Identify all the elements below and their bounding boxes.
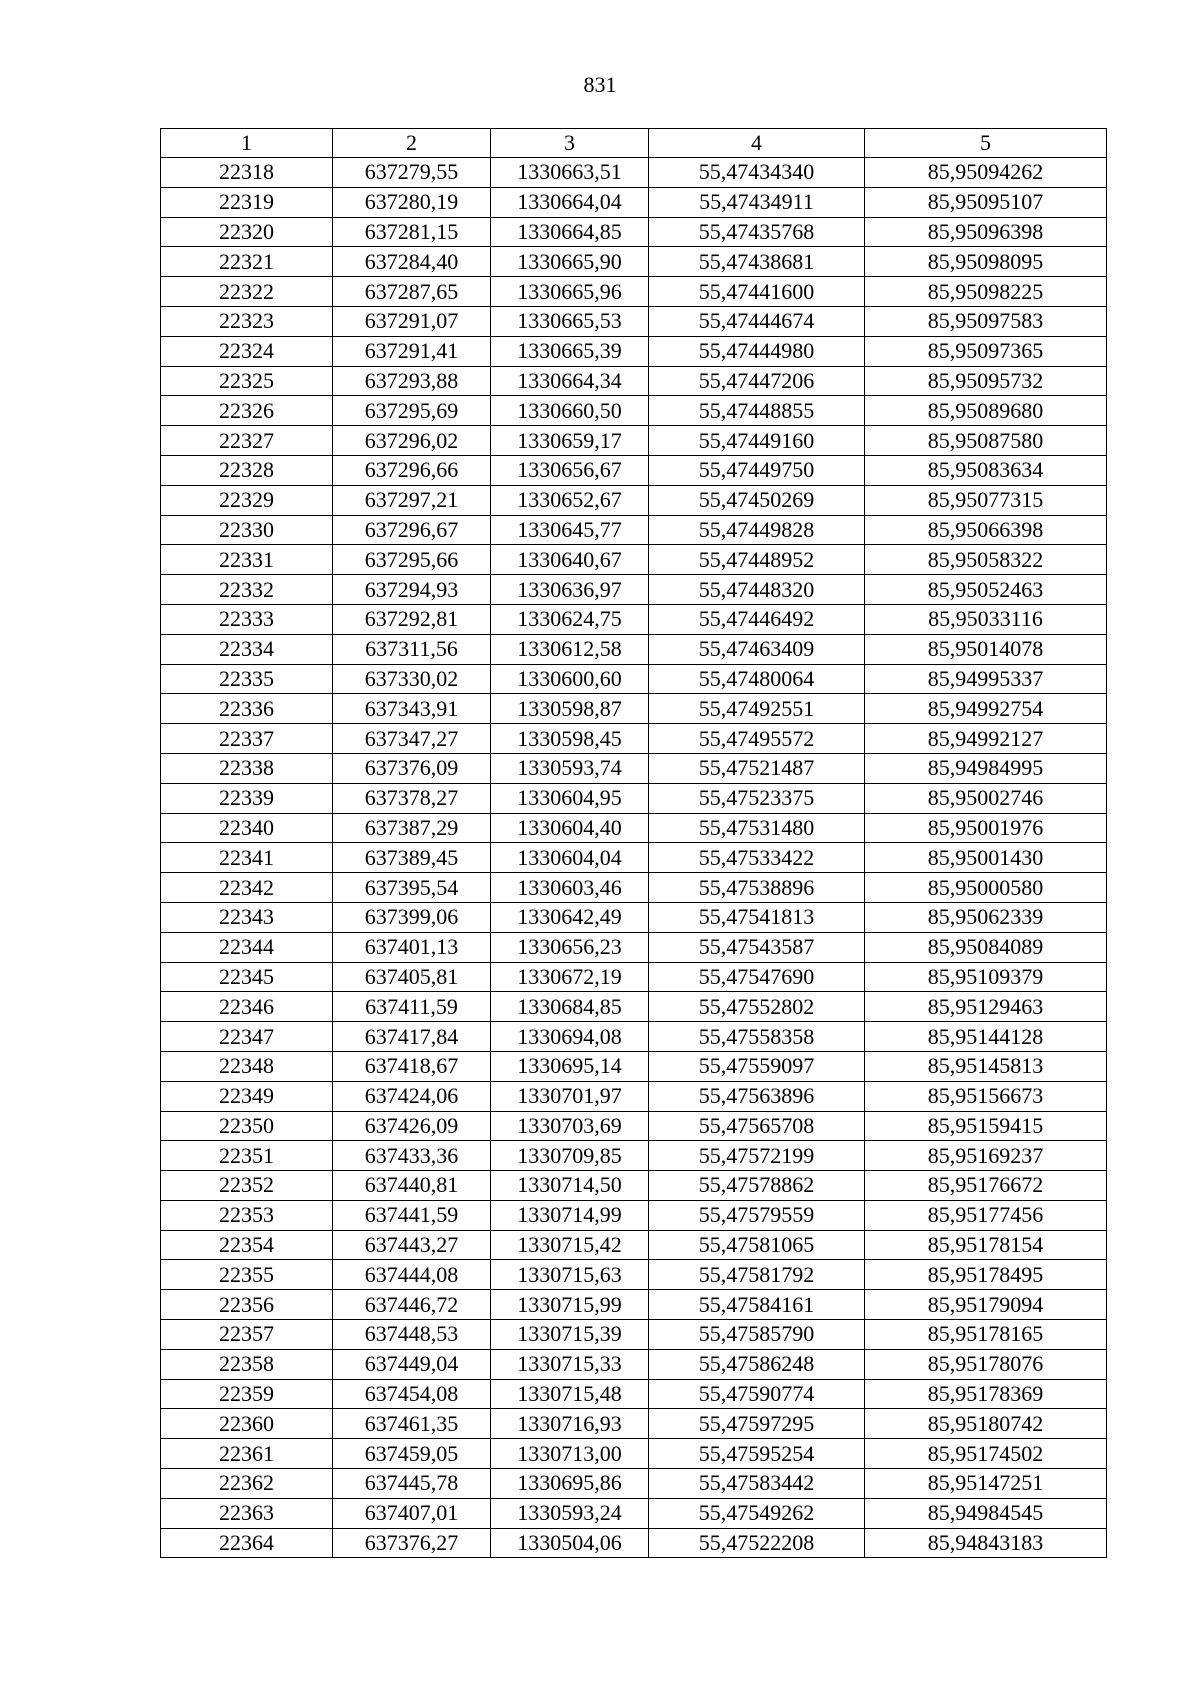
point-number-cell: 22364: [161, 1528, 333, 1558]
longitude-cell: 85,94843183: [865, 1528, 1107, 1558]
latitude-cell: 55,47547690: [649, 962, 865, 992]
longitude-cell: 85,95001430: [865, 843, 1107, 873]
x-coordinate-cell: 637291,07: [333, 306, 491, 336]
y-coordinate-cell: 1330715,48: [491, 1379, 649, 1409]
y-coordinate-cell: 1330665,39: [491, 336, 649, 366]
y-coordinate-cell: 1330645,77: [491, 515, 649, 545]
point-number-cell: 22331: [161, 545, 333, 575]
column-header-2: 2: [333, 129, 491, 158]
longitude-cell: 85,95177456: [865, 1200, 1107, 1230]
table-row: [161, 1349, 1107, 1379]
table-row: [161, 664, 1107, 694]
table-row: [161, 1081, 1107, 1111]
x-coordinate-cell: 637401,13: [333, 932, 491, 962]
longitude-cell: 85,95087580: [865, 426, 1107, 456]
latitude-cell: 55,47434911: [649, 187, 865, 217]
longitude-cell: 85,95176672: [865, 1171, 1107, 1201]
x-coordinate-cell: 637389,45: [333, 843, 491, 873]
latitude-cell: 55,47441600: [649, 277, 865, 307]
point-number-cell: 22352: [161, 1171, 333, 1201]
table-row: [161, 634, 1107, 664]
table-row: [161, 1051, 1107, 1081]
latitude-cell: 55,47595254: [649, 1439, 865, 1469]
table-row: [161, 753, 1107, 783]
table-row: [161, 1260, 1107, 1290]
x-coordinate-cell: 637461,35: [333, 1409, 491, 1439]
point-number-cell: 22324: [161, 336, 333, 366]
y-coordinate-cell: 1330714,50: [491, 1171, 649, 1201]
y-coordinate-cell: 1330636,97: [491, 575, 649, 605]
y-coordinate-cell: 1330664,04: [491, 187, 649, 217]
latitude-cell: 55,47480064: [649, 664, 865, 694]
x-coordinate-cell: 637281,15: [333, 217, 491, 247]
latitude-cell: 55,47438681: [649, 247, 865, 277]
longitude-cell: 85,94995337: [865, 664, 1107, 694]
longitude-cell: 85,95097365: [865, 336, 1107, 366]
latitude-cell: 55,47590774: [649, 1379, 865, 1409]
latitude-cell: 55,47543587: [649, 932, 865, 962]
x-coordinate-cell: 637443,27: [333, 1230, 491, 1260]
latitude-cell: 55,47449750: [649, 455, 865, 485]
longitude-cell: 85,95052463: [865, 575, 1107, 605]
table-row: [161, 217, 1107, 247]
y-coordinate-cell: 1330664,34: [491, 366, 649, 396]
point-number-cell: 22328: [161, 455, 333, 485]
y-coordinate-cell: 1330598,87: [491, 694, 649, 724]
table-row: [161, 1498, 1107, 1528]
x-coordinate-cell: 637330,02: [333, 664, 491, 694]
x-coordinate-cell: 637407,01: [333, 1498, 491, 1528]
longitude-cell: 85,95178076: [865, 1349, 1107, 1379]
y-coordinate-cell: 1330672,19: [491, 962, 649, 992]
longitude-cell: 85,95179094: [865, 1290, 1107, 1320]
latitude-cell: 55,47572199: [649, 1141, 865, 1171]
y-coordinate-cell: 1330656,23: [491, 932, 649, 962]
table-row: [161, 426, 1107, 456]
x-coordinate-cell: 637418,67: [333, 1051, 491, 1081]
table-row: [161, 1230, 1107, 1260]
longitude-cell: 85,95159415: [865, 1111, 1107, 1141]
y-coordinate-cell: 1330612,58: [491, 634, 649, 664]
point-number-cell: 22337: [161, 724, 333, 754]
latitude-cell: 55,47448320: [649, 575, 865, 605]
column-header-5: 5: [865, 129, 1107, 158]
table-row: [161, 1171, 1107, 1201]
latitude-cell: 55,47446492: [649, 604, 865, 634]
point-number-cell: 22333: [161, 604, 333, 634]
table-row: [161, 455, 1107, 485]
x-coordinate-cell: 637395,54: [333, 873, 491, 903]
point-number-cell: 22351: [161, 1141, 333, 1171]
point-number-cell: 22350: [161, 1111, 333, 1141]
longitude-cell: 85,95058322: [865, 545, 1107, 575]
latitude-cell: 55,47578862: [649, 1171, 865, 1201]
longitude-cell: 85,95000580: [865, 873, 1107, 903]
longitude-cell: 85,94992754: [865, 694, 1107, 724]
x-coordinate-cell: 637445,78: [333, 1469, 491, 1499]
table-row: [161, 1379, 1107, 1409]
table-row: [161, 575, 1107, 605]
longitude-cell: 85,94984995: [865, 753, 1107, 783]
point-number-cell: 22345: [161, 962, 333, 992]
point-number-cell: 22362: [161, 1469, 333, 1499]
longitude-cell: 85,95178369: [865, 1379, 1107, 1409]
table-row: [161, 1290, 1107, 1320]
longitude-cell: 85,95098225: [865, 277, 1107, 307]
latitude-cell: 55,47586248: [649, 1349, 865, 1379]
latitude-cell: 55,47449160: [649, 426, 865, 456]
point-number-cell: 22356: [161, 1290, 333, 1320]
point-number-cell: 22322: [161, 277, 333, 307]
table-row: [161, 902, 1107, 932]
table-row: [161, 187, 1107, 217]
y-coordinate-cell: 1330713,00: [491, 1439, 649, 1469]
longitude-cell: 85,95083634: [865, 455, 1107, 485]
point-number-cell: 22358: [161, 1349, 333, 1379]
table-row: [161, 873, 1107, 903]
x-coordinate-cell: 637440,81: [333, 1171, 491, 1201]
y-coordinate-cell: 1330504,06: [491, 1528, 649, 1558]
x-coordinate-cell: 637446,72: [333, 1290, 491, 1320]
table-row: [161, 1439, 1107, 1469]
longitude-cell: 85,95169237: [865, 1141, 1107, 1171]
longitude-cell: 85,95014078: [865, 634, 1107, 664]
x-coordinate-cell: 637311,56: [333, 634, 491, 664]
table-header-row: [161, 129, 1107, 158]
x-coordinate-cell: 637296,67: [333, 515, 491, 545]
x-coordinate-cell: 637411,59: [333, 992, 491, 1022]
x-coordinate-cell: 637292,81: [333, 604, 491, 634]
y-coordinate-cell: 1330603,46: [491, 873, 649, 903]
x-coordinate-cell: 637291,41: [333, 336, 491, 366]
x-coordinate-cell: 637417,84: [333, 1022, 491, 1052]
point-number-cell: 22361: [161, 1439, 333, 1469]
y-coordinate-cell: 1330715,99: [491, 1290, 649, 1320]
y-coordinate-cell: 1330695,86: [491, 1469, 649, 1499]
table-row: [161, 336, 1107, 366]
point-number-cell: 22321: [161, 247, 333, 277]
table-row: [161, 1200, 1107, 1230]
point-number-cell: 22344: [161, 932, 333, 962]
table-body: [161, 158, 1107, 1558]
longitude-cell: 85,95002746: [865, 783, 1107, 813]
table-row: [161, 604, 1107, 634]
x-coordinate-cell: 637433,36: [333, 1141, 491, 1171]
table-row: [161, 962, 1107, 992]
table-row: [161, 1111, 1107, 1141]
y-coordinate-cell: 1330715,63: [491, 1260, 649, 1290]
longitude-cell: 85,95147251: [865, 1469, 1107, 1499]
y-coordinate-cell: 1330660,50: [491, 396, 649, 426]
y-coordinate-cell: 1330604,04: [491, 843, 649, 873]
longitude-cell: 85,95178154: [865, 1230, 1107, 1260]
point-number-cell: 22336: [161, 694, 333, 724]
latitude-cell: 55,47563896: [649, 1081, 865, 1111]
longitude-cell: 85,95096398: [865, 217, 1107, 247]
y-coordinate-cell: 1330716,93: [491, 1409, 649, 1439]
table-row: [161, 366, 1107, 396]
latitude-cell: 55,47533422: [649, 843, 865, 873]
table-row: [161, 694, 1107, 724]
y-coordinate-cell: 1330709,85: [491, 1141, 649, 1171]
point-number-cell: 22330: [161, 515, 333, 545]
y-coordinate-cell: 1330665,96: [491, 277, 649, 307]
longitude-cell: 85,95062339: [865, 902, 1107, 932]
latitude-cell: 55,47549262: [649, 1498, 865, 1528]
point-number-cell: 22363: [161, 1498, 333, 1528]
latitude-cell: 55,47597295: [649, 1409, 865, 1439]
table-row: [161, 1409, 1107, 1439]
latitude-cell: 55,47581065: [649, 1230, 865, 1260]
page-number: 831: [583, 72, 617, 97]
longitude-cell: 85,95094262: [865, 158, 1107, 188]
latitude-cell: 55,47581792: [649, 1260, 865, 1290]
longitude-cell: 85,95156673: [865, 1081, 1107, 1111]
point-number-cell: 22341: [161, 843, 333, 873]
point-number-cell: 22327: [161, 426, 333, 456]
point-number-cell: 22349: [161, 1081, 333, 1111]
latitude-cell: 55,47522208: [649, 1528, 865, 1558]
latitude-cell: 55,47448952: [649, 545, 865, 575]
x-coordinate-cell: 637295,66: [333, 545, 491, 575]
x-coordinate-cell: 637343,91: [333, 694, 491, 724]
x-coordinate-cell: 637454,08: [333, 1379, 491, 1409]
longitude-cell: 85,95095107: [865, 187, 1107, 217]
table-row: [161, 1528, 1107, 1558]
latitude-cell: 55,47447206: [649, 366, 865, 396]
latitude-cell: 55,47450269: [649, 485, 865, 515]
x-coordinate-cell: 637387,29: [333, 813, 491, 843]
x-coordinate-cell: 637280,19: [333, 187, 491, 217]
point-number-cell: 22353: [161, 1200, 333, 1230]
x-coordinate-cell: 637376,27: [333, 1528, 491, 1558]
latitude-cell: 55,47523375: [649, 783, 865, 813]
x-coordinate-cell: 637347,27: [333, 724, 491, 754]
point-number-cell: 22318: [161, 158, 333, 188]
longitude-cell: 85,95001976: [865, 813, 1107, 843]
column-header-4: 4: [649, 129, 865, 158]
point-number-cell: 22348: [161, 1051, 333, 1081]
y-coordinate-cell: 1330652,67: [491, 485, 649, 515]
latitude-cell: 55,47444980: [649, 336, 865, 366]
point-number-cell: 22339: [161, 783, 333, 813]
x-coordinate-cell: 637296,02: [333, 426, 491, 456]
y-coordinate-cell: 1330703,69: [491, 1111, 649, 1141]
column-header-3: 3: [491, 129, 649, 158]
x-coordinate-cell: 637449,04: [333, 1349, 491, 1379]
point-number-cell: 22329: [161, 485, 333, 515]
x-coordinate-cell: 637287,65: [333, 277, 491, 307]
y-coordinate-cell: 1330664,85: [491, 217, 649, 247]
point-number-cell: 22346: [161, 992, 333, 1022]
point-number-cell: 22359: [161, 1379, 333, 1409]
latitude-cell: 55,47559097: [649, 1051, 865, 1081]
longitude-cell: 85,95097583: [865, 306, 1107, 336]
table-row: [161, 1022, 1107, 1052]
latitude-cell: 55,47538896: [649, 873, 865, 903]
table-row: [161, 992, 1107, 1022]
latitude-cell: 55,47583442: [649, 1469, 865, 1499]
point-number-cell: 22325: [161, 366, 333, 396]
longitude-cell: 85,95174502: [865, 1439, 1107, 1469]
latitude-cell: 55,47463409: [649, 634, 865, 664]
longitude-cell: 85,95109379: [865, 962, 1107, 992]
point-number-cell: 22334: [161, 634, 333, 664]
x-coordinate-cell: 637441,59: [333, 1200, 491, 1230]
table-row: [161, 158, 1107, 188]
table-row: [161, 247, 1107, 277]
latitude-cell: 55,47444674: [649, 306, 865, 336]
latitude-cell: 55,47585790: [649, 1320, 865, 1350]
x-coordinate-cell: 637424,06: [333, 1081, 491, 1111]
latitude-cell: 55,47492551: [649, 694, 865, 724]
point-number-cell: 22357: [161, 1320, 333, 1350]
point-number-cell: 22335: [161, 664, 333, 694]
x-coordinate-cell: 637293,88: [333, 366, 491, 396]
longitude-cell: 85,94992127: [865, 724, 1107, 754]
longitude-cell: 85,95077315: [865, 485, 1107, 515]
x-coordinate-cell: 637297,21: [333, 485, 491, 515]
x-coordinate-cell: 637296,66: [333, 455, 491, 485]
latitude-cell: 55,47558358: [649, 1022, 865, 1052]
x-coordinate-cell: 637295,69: [333, 396, 491, 426]
table-row: [161, 783, 1107, 813]
latitude-cell: 55,47552802: [649, 992, 865, 1022]
latitude-cell: 55,47449828: [649, 515, 865, 545]
longitude-cell: 85,95066398: [865, 515, 1107, 545]
point-number-cell: 22360: [161, 1409, 333, 1439]
point-number-cell: 22347: [161, 1022, 333, 1052]
x-coordinate-cell: 637459,05: [333, 1439, 491, 1469]
point-number-cell: 22354: [161, 1230, 333, 1260]
table-row: [161, 724, 1107, 754]
table-row: [161, 306, 1107, 336]
longitude-cell: 85,95178165: [865, 1320, 1107, 1350]
y-coordinate-cell: 1330684,85: [491, 992, 649, 1022]
x-coordinate-cell: 637405,81: [333, 962, 491, 992]
y-coordinate-cell: 1330701,97: [491, 1081, 649, 1111]
x-coordinate-cell: 637279,55: [333, 158, 491, 188]
y-coordinate-cell: 1330694,08: [491, 1022, 649, 1052]
latitude-cell: 55,47579559: [649, 1200, 865, 1230]
table-row: [161, 1320, 1107, 1350]
y-coordinate-cell: 1330665,90: [491, 247, 649, 277]
longitude-cell: 85,95033116: [865, 604, 1107, 634]
coordinates-table: [160, 128, 1107, 1558]
table-row: [161, 277, 1107, 307]
longitude-cell: 85,95089680: [865, 396, 1107, 426]
y-coordinate-cell: 1330598,45: [491, 724, 649, 754]
x-coordinate-cell: 637294,93: [333, 575, 491, 605]
longitude-cell: 85,95145813: [865, 1051, 1107, 1081]
y-coordinate-cell: 1330663,51: [491, 158, 649, 188]
y-coordinate-cell: 1330715,42: [491, 1230, 649, 1260]
table-row: [161, 1141, 1107, 1171]
table-row: [161, 932, 1107, 962]
x-coordinate-cell: 637426,09: [333, 1111, 491, 1141]
latitude-cell: 55,47495572: [649, 724, 865, 754]
y-coordinate-cell: 1330665,53: [491, 306, 649, 336]
latitude-cell: 55,47435768: [649, 217, 865, 247]
table-row: [161, 813, 1107, 843]
x-coordinate-cell: 637284,40: [333, 247, 491, 277]
point-number-cell: 22355: [161, 1260, 333, 1290]
point-number-cell: 22338: [161, 753, 333, 783]
point-number-cell: 22332: [161, 575, 333, 605]
longitude-cell: 85,95180742: [865, 1409, 1107, 1439]
column-header-1: 1: [161, 129, 333, 158]
y-coordinate-cell: 1330604,40: [491, 813, 649, 843]
y-coordinate-cell: 1330715,39: [491, 1320, 649, 1350]
longitude-cell: 85,95095732: [865, 366, 1107, 396]
y-coordinate-cell: 1330695,14: [491, 1051, 649, 1081]
latitude-cell: 55,47584161: [649, 1290, 865, 1320]
table-row: [161, 545, 1107, 575]
x-coordinate-cell: 637378,27: [333, 783, 491, 813]
point-number-cell: 22320: [161, 217, 333, 247]
table-row: [161, 843, 1107, 873]
y-coordinate-cell: 1330604,95: [491, 783, 649, 813]
x-coordinate-cell: 637376,09: [333, 753, 491, 783]
longitude-cell: 85,95084089: [865, 932, 1107, 962]
longitude-cell: 85,95129463: [865, 992, 1107, 1022]
table-row: [161, 1469, 1107, 1499]
latitude-cell: 55,47565708: [649, 1111, 865, 1141]
point-number-cell: 22319: [161, 187, 333, 217]
x-coordinate-cell: 637444,08: [333, 1260, 491, 1290]
point-number-cell: 22342: [161, 873, 333, 903]
y-coordinate-cell: 1330715,33: [491, 1349, 649, 1379]
latitude-cell: 55,47434340: [649, 158, 865, 188]
y-coordinate-cell: 1330714,99: [491, 1200, 649, 1230]
latitude-cell: 55,47531480: [649, 813, 865, 843]
table-row: [161, 396, 1107, 426]
point-number-cell: 22323: [161, 306, 333, 336]
y-coordinate-cell: 1330642,49: [491, 902, 649, 932]
y-coordinate-cell: 1330593,24: [491, 1498, 649, 1528]
y-coordinate-cell: 1330600,60: [491, 664, 649, 694]
point-number-cell: 22343: [161, 902, 333, 932]
table-row: [161, 485, 1107, 515]
latitude-cell: 55,47541813: [649, 902, 865, 932]
latitude-cell: 55,47521487: [649, 753, 865, 783]
y-coordinate-cell: 1330656,67: [491, 455, 649, 485]
y-coordinate-cell: 1330624,75: [491, 604, 649, 634]
latitude-cell: 55,47448855: [649, 396, 865, 426]
longitude-cell: 85,94984545: [865, 1498, 1107, 1528]
longitude-cell: 85,95178495: [865, 1260, 1107, 1290]
longitude-cell: 85,95098095: [865, 247, 1107, 277]
y-coordinate-cell: 1330659,17: [491, 426, 649, 456]
y-coordinate-cell: 1330640,67: [491, 545, 649, 575]
x-coordinate-cell: 637399,06: [333, 902, 491, 932]
point-number-cell: 22326: [161, 396, 333, 426]
point-number-cell: 22340: [161, 813, 333, 843]
x-coordinate-cell: 637448,53: [333, 1320, 491, 1350]
longitude-cell: 85,95144128: [865, 1022, 1107, 1052]
table-row: [161, 515, 1107, 545]
y-coordinate-cell: 1330593,74: [491, 753, 649, 783]
